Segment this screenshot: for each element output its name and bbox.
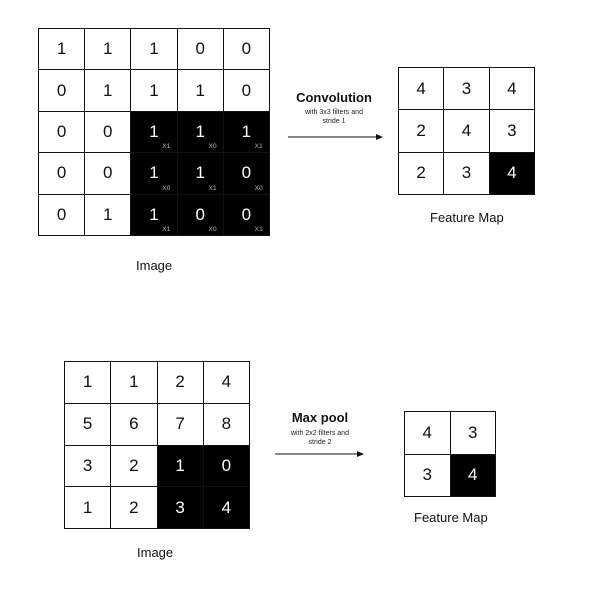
- cell-value: 1: [82, 372, 93, 392]
- convolution-operation-title: Convolution: [296, 90, 372, 105]
- max-pool-subtitle-line2: stride 2: [308, 439, 332, 446]
- convolution-feature-map-label: Feature Map: [430, 210, 504, 225]
- cell-value: 7: [175, 414, 185, 434]
- filter-weight-label: X0: [254, 184, 263, 192]
- cell-value: 0: [56, 163, 67, 183]
- cell-value: 4: [461, 120, 472, 140]
- cell-value: 5: [82, 414, 93, 434]
- cell-value: 1: [195, 121, 205, 141]
- cell-value: 0: [195, 204, 205, 224]
- cell-value: 3: [175, 497, 185, 517]
- convolution-input-image-grid: [38, 28, 270, 236]
- grid-cell: [451, 455, 497, 498]
- max-pool-subtitle-line1: with 2x2 filters and: [291, 430, 349, 437]
- cell-value: 0: [241, 204, 252, 224]
- grid-cell: [490, 153, 535, 195]
- filter-weight-label: X1: [162, 143, 171, 151]
- max-pool-feature-map-grid: [404, 411, 496, 497]
- grid-cell: [85, 112, 131, 153]
- cell-value: 3: [468, 422, 478, 442]
- cell-value: 6: [129, 414, 139, 434]
- grid-cell: [131, 112, 177, 153]
- cell-value: 2: [175, 372, 185, 392]
- grid-cell: [204, 362, 250, 404]
- grid-cell: [451, 412, 497, 455]
- cell-value: 2: [129, 497, 139, 517]
- grid-cell: [85, 153, 131, 194]
- filter-weight-label: X1: [254, 143, 263, 151]
- grid-cell: [444, 110, 489, 152]
- convolution-arrow-icon: [288, 132, 384, 142]
- cell-value: 1: [195, 80, 205, 100]
- cell-value: 1: [241, 121, 252, 141]
- cell-value: 1: [103, 80, 113, 100]
- cell-value: 1: [103, 39, 113, 59]
- grid-cell: [111, 404, 157, 446]
- grid-cell: [490, 68, 535, 110]
- grid-cell: [65, 487, 111, 529]
- cell-value: 2: [129, 455, 139, 475]
- cell-value: 1: [149, 204, 159, 224]
- cell-value: 4: [221, 497, 232, 517]
- grid-cell: [405, 412, 451, 455]
- cell-value: 1: [56, 39, 67, 59]
- cell-value: 1: [149, 80, 159, 100]
- grid-cell: [39, 70, 85, 111]
- grid-cell: [224, 153, 270, 194]
- grid-cell: [65, 446, 111, 488]
- grid-cell: [131, 153, 177, 194]
- cell-value: 0: [56, 121, 67, 141]
- cell-value: 8: [221, 414, 232, 434]
- grid-cell: [178, 112, 224, 153]
- grid-cell: [204, 487, 250, 529]
- grid-cell: [39, 195, 85, 236]
- grid-cell: [444, 68, 489, 110]
- max-pool-image-label: Image: [137, 545, 174, 560]
- grid-cell: [65, 362, 111, 404]
- grid-cell: [39, 153, 85, 194]
- cell-value: 4: [416, 78, 426, 98]
- cell-value: 0: [221, 455, 232, 475]
- cell-value: 0: [56, 204, 67, 224]
- cell-value: 1: [149, 163, 159, 183]
- cell-value: 3: [507, 120, 517, 140]
- cell-value: 1: [103, 204, 113, 224]
- cell-value: 2: [416, 120, 426, 140]
- grid-cell: [444, 153, 489, 195]
- cell-value: 2: [416, 163, 426, 183]
- grid-cell: [204, 404, 250, 446]
- convolution-subtitle-line1: with 3x3 filters and: [305, 109, 363, 116]
- cell-value: 1: [175, 455, 185, 475]
- grid-cell: [131, 29, 177, 70]
- cell-value: 0: [56, 80, 67, 100]
- filter-weight-label: X1: [208, 184, 217, 192]
- cell-value: 0: [103, 163, 113, 183]
- grid-cell: [178, 70, 224, 111]
- convolution-image-label: Image: [136, 258, 173, 273]
- max-pool-operation-title: Max pool: [291, 410, 349, 425]
- filter-weight-label: X1: [162, 226, 171, 233]
- convolution-operation-subtitle: [290, 108, 378, 126]
- grid-cell: [399, 68, 444, 110]
- filter-weight-label: X1: [254, 226, 263, 233]
- filter-weight-label: X0: [162, 184, 171, 192]
- grid-cell: [158, 362, 204, 404]
- cell-value: 0: [241, 80, 252, 100]
- grid-cell: [85, 29, 131, 70]
- grid-cell: [178, 153, 224, 194]
- cell-value: 4: [507, 163, 517, 183]
- cell-value: 3: [461, 163, 472, 183]
- grid-cell: [224, 195, 270, 236]
- cell-value: 0: [195, 39, 205, 59]
- filter-weight-label: X0: [208, 226, 217, 233]
- max-pool-input-image-grid: [64, 361, 250, 529]
- convolution-subtitle-line2: stride 1: [322, 118, 346, 125]
- grid-cell: [65, 404, 111, 446]
- grid-cell: [111, 446, 157, 488]
- cell-value: 4: [221, 372, 232, 392]
- grid-cell: [85, 70, 131, 111]
- cell-value: 0: [241, 39, 252, 59]
- cell-value: 3: [82, 455, 93, 475]
- cell-value: 3: [422, 465, 432, 485]
- grid-cell: [178, 29, 224, 70]
- grid-cell: [178, 195, 224, 236]
- cell-value: 4: [468, 465, 478, 485]
- max-pool-feature-map-label: Feature Map: [414, 510, 488, 525]
- cell-value: 4: [507, 78, 517, 98]
- grid-cell: [224, 112, 270, 153]
- grid-cell: [224, 29, 270, 70]
- cell-value: 0: [103, 121, 113, 141]
- grid-cell: [399, 110, 444, 152]
- cell-value: 1: [149, 121, 159, 141]
- grid-cell: [158, 487, 204, 529]
- cell-value: 4: [422, 422, 432, 442]
- grid-cell: [399, 153, 444, 195]
- grid-cell: [158, 404, 204, 446]
- cell-value: 0: [241, 163, 252, 183]
- grid-cell: [111, 487, 157, 529]
- grid-cell: [490, 110, 535, 152]
- convolution-feature-map-grid: [398, 67, 535, 195]
- grid-cell: [224, 70, 270, 111]
- grid-cell: [158, 446, 204, 488]
- grid-cell: [405, 455, 451, 498]
- grid-cell: [85, 195, 131, 236]
- grid-cell: [131, 70, 177, 111]
- max-pool-arrow-icon: [275, 449, 365, 459]
- cell-value: 1: [195, 163, 205, 183]
- grid-cell: [39, 29, 85, 70]
- cell-value: 3: [461, 78, 472, 98]
- cell-value: 1: [129, 372, 139, 392]
- max-pool-operation-subtitle: [276, 429, 364, 447]
- grid-cell: [131, 195, 177, 236]
- cell-value: 1: [82, 497, 93, 517]
- filter-weight-label: X0: [208, 143, 217, 151]
- cell-value: 1: [149, 39, 159, 59]
- grid-cell: [111, 362, 157, 404]
- grid-cell: [204, 446, 250, 488]
- grid-cell: [39, 112, 85, 153]
